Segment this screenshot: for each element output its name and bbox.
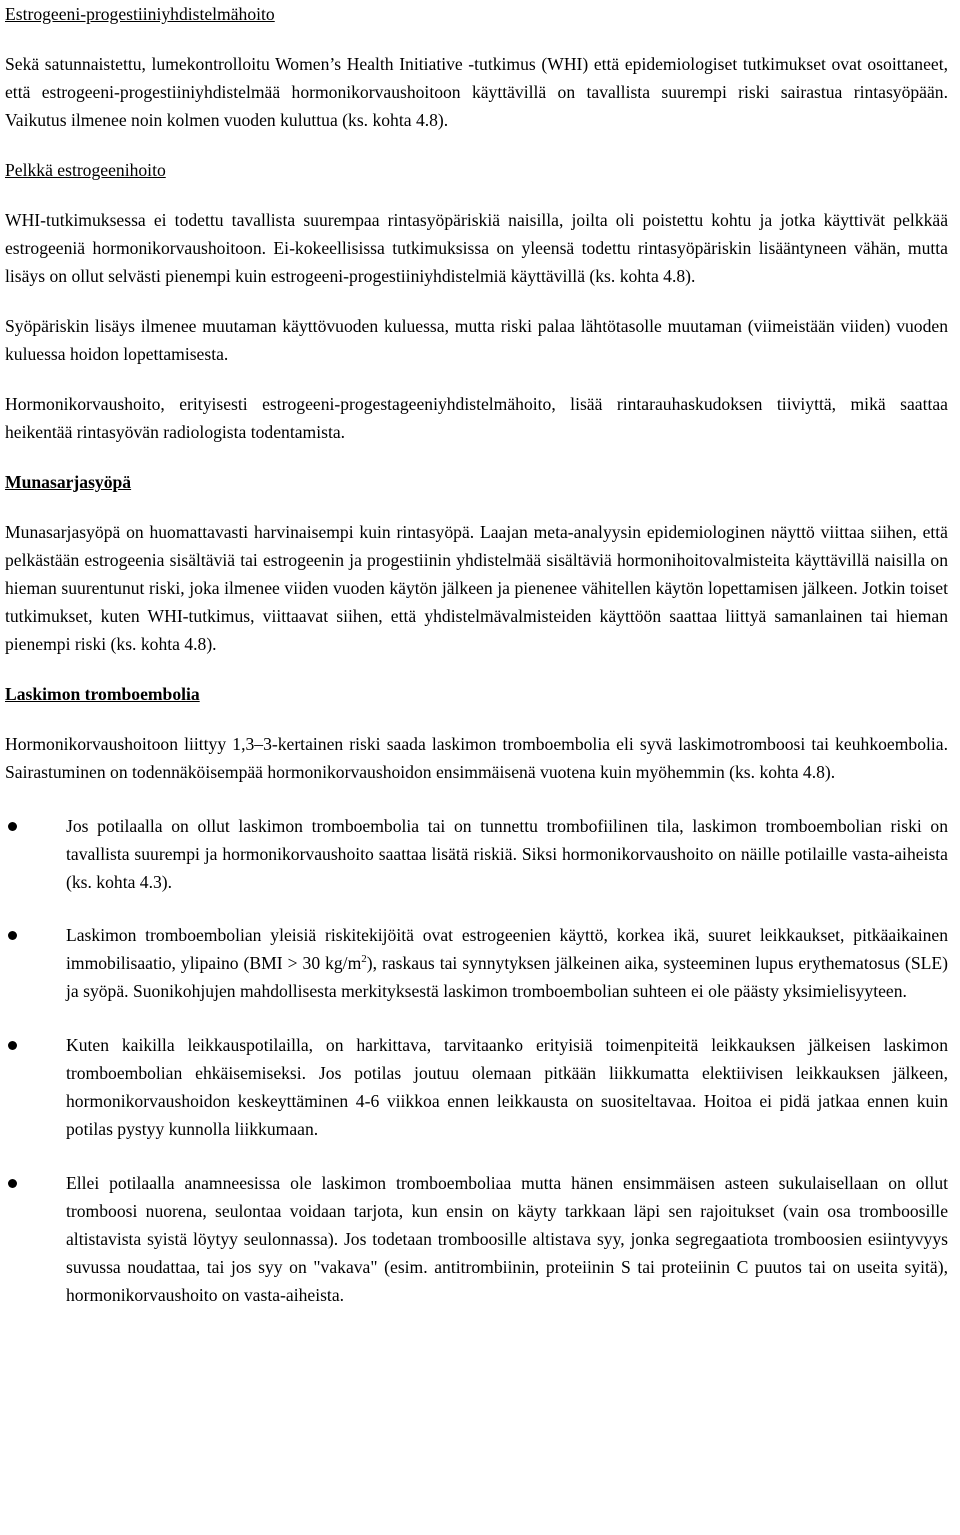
section-heading-estrogen-only: Pelkkä estrogeenihoito [5,160,166,180]
list-item-text: Laskimon tromboembolian yleisiä riskitekijöitä ovat estrogeenien käyttö, korkea ikä, suuret leikkaukset, pitkäaikainen immobilisaatio, ylipaino (BMI > 30 $kg/m^2$), raskaus tai synnytyksen jälkeinen aika, systeeminen lupus erythematosus (SLE) ja syöpä. Suonikohjujen mahdollisesta merkityksestä laskimon tromboembolian suhteen ei ole päästy yksimielisyyteen. [66,925,948,1001]
paragraph-combined-therapy: Sekä satunnaistettu, lumekontrolloitu Women’s Health Initiative -tutkimus (WHI) että epidemiologiset tutkimukset ovat osoittaneet, että estrogeeni-progestiiniyhdistelmää hormonikorvaushoitoon käyttävillä on tavallista suurempi riski sairastua rintasyöpään. Vaikutus ilmenee noin kolmen vuoden kuluttua (ks. kohta 4.8). [5,54,948,130]
paragraph-vte: Hormonikorvaushoitoon liittyy 1,3–3-kertainen riski saada laskimon tromboembolia eli syvä laskimotromboosi tai keuhkoembolia. Sairastuminen on todennäköisempää hormonikorvaushoidon ensimmäisenä vuotena kuin myöhemmin (ks. kohta 4.8). [5,734,948,782]
bullet-icon [8,1179,17,1188]
bullet-icon [8,1041,17,1050]
list-item [5,812,948,896]
paragraph-breast-density: Hormonikorvaushoito, erityisesti estrogeeni-progestageeniyhdistelmähoito, lisää rintarauhaskudoksen tiiviyttä, mikä saattaa heikentää rintasyövän radiologista todentamista. [5,394,948,442]
bullet-icon [8,822,17,831]
list-item [5,1169,948,1309]
list-item [5,921,948,1005]
section-heading-vte: Laskimon tromboembolia [5,684,200,704]
vte-bullet-list [5,812,948,1309]
section-heading-ovarian-cancer: Munasarjasyöpä [5,472,132,492]
superscript: 2 [361,953,367,966]
list-item-text: Jos potilaalla on ollut laskimon tromboembolia tai on tunnettu trombofiilinen tila, laskimon tromboembolian riski on tavallista suurempi ja hormonikorvaushoito saattaa lisätä riskiä. Siksi hormonikorvaushoito on näille potilaille vasta-aiheista (ks. kohta 4.3). [66,816,948,892]
section-heading-combined-therapy: Estrogeeni-progestiiniyhdistelmähoito [5,4,275,24]
bullet-icon [8,931,17,940]
list-item [5,1031,948,1143]
paragraph-whi-estrogen: WHI-tutkimuksessa ei todettu tavallista suurempaa rintasyöpäriskiä naisilla, joilta oli poistettu kohtu ja jotka käyttivät pelkkää estrogeeniä hormonikorvaushoitoon. Ei-kokeellisissa tutkimuksissa on yleensä todettu rintasyöpäriskin lisääntyneen vähän, mutta lisäys on ollut selvästi pienempi kuin estrogeeni-progestiiniyhdistelmiä käyttävillä (ks. kohta 4.8). [5,210,948,286]
paragraph-risk-duration: Syöpäriskin lisäys ilmenee muutaman käyttövuoden kuluessa, mutta riski palaa lähtötasolle muutaman (viimeistään viiden) vuoden kuluessa hoidon lopettamisesta. [5,316,948,364]
list-item-text: Ellei potilaalla anamneesissa ole laskimon tromboemboliaa mutta hänen ensimmäisen asteen sukulaisellaan on ollut tromboosi nuorena, seulontaa voidaan tarjota, kun ensin on käyty tarkkaan läpi sen rajoitukset (vain osa tromboosille altistavista syistä löytyy seulonnassa). Jos todetaan tromboosille altistava syy, jonka segregaatiota tromboosien esiintyvyys suvussa noudattaa, tai jos syy on "vakava" (esim. antitrombiinin, proteiinin S tai proteiinin C puutos tai on useita syitä), hormonikorvaushoito on vasta-aiheista. [66,1173,948,1305]
paragraph-ovarian-cancer: Munasarjasyöpä on huomattavasti harvinaisempi kuin rintasyöpä. Laajan meta-analyysin epidemiologinen näyttö viittaa siihen, että pelkästään estrogeenia sisältäviä tai estrogeenin ja progestiinin yhdistelmää sisältäviä hormonihoitovalmisteita käyttävillä naisilla on hieman suurentunut riski, joka ilmenee viiden vuoden käytön jälkeen ja pienenee vähitellen käytön lopettamisen jälkeen. Jotkin toiset tutkimukset, kuten WHI-tutkimus, viittaavat siihen, että yhdistelmävalmisteiden käyttöön saattaa liittyä samanlainen tai hieman pienempi riski (ks. kohta 4.8). [5,522,948,654]
list-item-text: Kuten kaikilla leikkauspotilailla, on harkittava, tarvitaanko erityisiä toimenpiteitä leikkauksen jälkeisen laskimon tromboembolian ehkäisemiseksi. Jos potilas joutuu olemaan pitkään liikkumatta elektiivisen leikkauksen jälkeen, hormonikorvaushoidon keskeyttäminen 4-6 viikkoa ennen leikkausta on suositeltavaa. Hoitoa ei pidä jatkaa ennen kuin potilas pystyy kunnolla liikkumaan. [66,1035,948,1139]
